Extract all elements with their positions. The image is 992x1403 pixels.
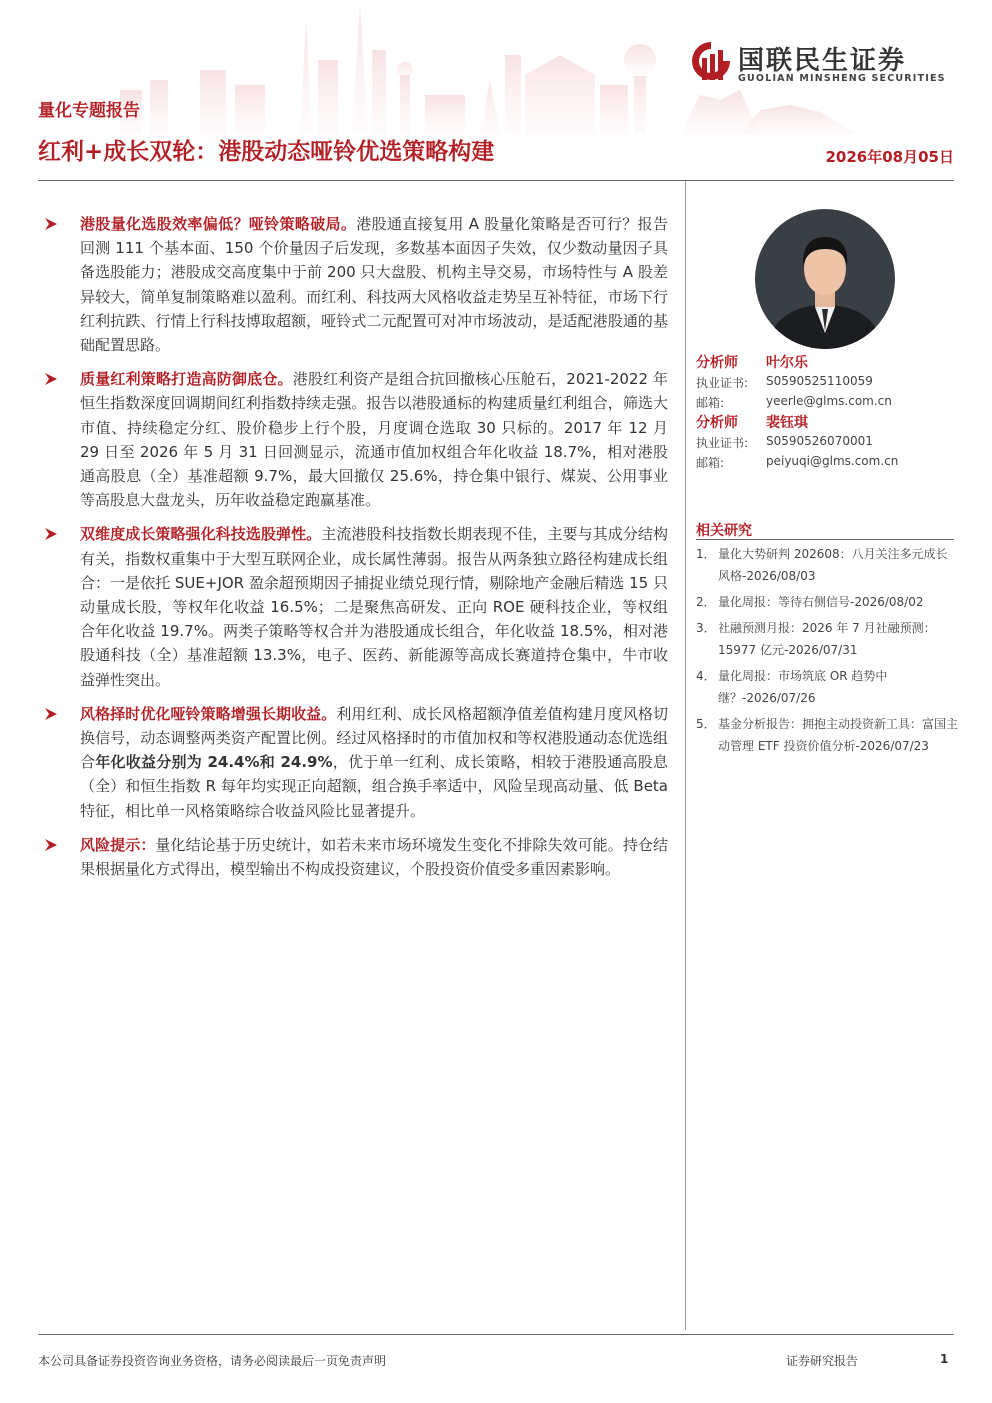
bullet-text: 港股通直接复用 A 股量化策略是否可行？报告回测 111 个基本面、150 个价量因子后发现，多数基本面因子失效，仅少数动量因子具备选股能力；港股成交高度集中于前 200 只大盘股、机构主导交易，市场特性与 A 股差异较大，简单复制策略难以盈利。而红利、科技两大风格收益走势呈互补特征，市场下行红利抗跌、行情上行科技博取超额，哑铃式二元配置可对冲市场波动，是适配港股通的基础配置思路。 (80, 215, 668, 355)
report-date: 2026年08月05日 (825, 148, 954, 166)
logo-text-cn: 国联民生证券 (738, 46, 907, 76)
related-item-number: 3． (696, 621, 716, 635)
cert-number: S0590526070001 (766, 434, 873, 448)
arrow-bullet-icon (44, 527, 58, 541)
related-research-title: 相关研究 (696, 523, 752, 539)
cert-number: S0590525110059 (766, 374, 873, 388)
logo-mark-icon (690, 40, 732, 82)
footer-divider (38, 1334, 954, 1335)
footer-disclaimer: 本公司具备证券投资咨询业务资格，请务必阅读最后一页免责声明 (38, 1354, 387, 1368)
report-title: 红利+成长双轮：港股动态哑铃优选策略构建 (38, 139, 495, 165)
cert-label: 执业证书: (696, 436, 749, 450)
email-label: 邮箱: (696, 396, 725, 410)
related-item-text: 量化周报：市场筑底 OR 趋势中继？-2026/07/26 (718, 669, 888, 705)
bullet-heading: 港股量化选股效率偏低？哑铃策略破局。 (80, 215, 357, 233)
bullet-heading: 风险提示： (80, 835, 156, 854)
analyst-email: peiyuqi@glms.com.cn (766, 454, 899, 468)
related-item-number: 5． (696, 717, 716, 731)
related-item[interactable] (696, 591, 958, 613)
related-item-text: 基金分析报告：拥抱主动投资新工具：富国主动管理 ETF 投资价值分析-2026/07/23 (718, 717, 959, 753)
related-item-number: 2． (696, 595, 716, 609)
logo-text-en: GUOLIAN MINSHENG SECURITIES (738, 73, 946, 84)
related-item[interactable] (696, 713, 958, 757)
bullet-heading: 双维度成长策略强化科技选股弹性。 (80, 525, 322, 544)
analyst-role: 分析师 (696, 355, 738, 371)
bullet-text: 港股红利资产是组合抗回撤核心压舱石，2021-2022 年恒生指数深度回调期间红利指数持续走强。报告以港股通标的构建质量红利组合，筛选大市值、持续稳定分红、股价稳步上行个股，月度调仓选取 30 只标的。2017 年 12 月 29 日至 2026 年 5 月 31 日回测显示，流通市值加权组合年化收益 18.7%，相对港股通高股息（全）基准超额 9.7%，最大回撤仅 25.6%，持仓集中银行、煤炭、公用事业等高股息大盘龙头，历年收益稳定跑赢基准。 (80, 370, 668, 510)
arrow-bullet-icon (44, 372, 58, 386)
footer-report-type: 证券研究报告 (786, 1354, 859, 1368)
cert-label: 执业证书: (696, 376, 749, 390)
related-item-text: 社融预测月报：2026 年 7 月社融预测：15977 亿元-2026/07/31 (718, 621, 936, 657)
summary-bullet (44, 522, 668, 691)
email-label: 邮箱: (696, 456, 725, 470)
analyst-photo (755, 209, 895, 349)
report-type: 量化专题报告 (38, 101, 140, 121)
summary-bullet (44, 212, 668, 357)
bullet-heading: 质量红利策略打造高防御底仓。 (80, 370, 293, 389)
related-research-list (696, 543, 958, 761)
arrow-bullet-icon (44, 217, 58, 231)
arrow-bullet-icon (44, 838, 58, 852)
analyst-email: yeerle@glms.com.cn (766, 394, 892, 408)
summary-bullet (44, 367, 668, 512)
related-item[interactable] (696, 665, 958, 709)
company-logo (690, 40, 960, 90)
bullet-heading: 风格择时优化哑铃策略增强长期收益。 (80, 704, 337, 723)
header-divider (38, 180, 954, 181)
analyst-card (696, 412, 946, 472)
analyst-card (696, 352, 946, 412)
summary-section (44, 212, 668, 891)
summary-bullet (44, 702, 668, 823)
related-item-number: 1． (696, 547, 716, 561)
arrow-bullet-icon (44, 707, 58, 721)
related-item-text: 量化周报：等待右侧信号-2026/08/02 (718, 595, 924, 609)
analyst-role: 分析师 (696, 415, 738, 431)
related-item[interactable] (696, 617, 958, 661)
analyst-name: 叶尔乐 (766, 355, 808, 371)
related-item[interactable] (696, 543, 958, 587)
related-item-text: 量化大势研判 202608：八月关注多元成长风格-2026/08/03 (718, 547, 948, 583)
analyst-name: 裴钰琪 (766, 415, 808, 431)
bullet-text: 利用红利、成长风格超额净值差值构建月度风格切换信号，动态调整两类资产配置比例。经过风格择时的市值加权和等权港股通动态优选组合 (80, 704, 668, 772)
page-number: 1 (940, 1352, 949, 1366)
column-divider (685, 181, 686, 1330)
related-item-number: 4． (696, 669, 716, 683)
bullet-text: 量化结论基于历史统计，如若未来市场环境发生变化不排除失效可能。持仓结果根据量化方式得出，模型输出不构成投资建议，个股投资价值受多重因素影响。 (80, 835, 668, 879)
bullet-emphasis: 年化收益分别为 24.4%和 24.9% (95, 753, 333, 772)
bullet-text: 主流港股科技指数长期表现不佳，主要与其成分结构有关，指数权重集中于大型互联网企业，成长属性薄弱。报告从两条独立路径构建成长组合：一是依托 SUE+JOR 盈余超预期因子捕捉业绩兑现行情，剔除地产金融后精选 15 只动量成长股，等权年化收益 16.5%；二是聚焦高研发、正向 ROE 硬科技企业，等权组合年化收益 19.7%。两类子策略等权合并为港股通成长组合，年化收益 18.5%，相对港股通科技（全）基准超额 13.3%，电子、医药、新能源等高成长赛道持仓集中，牛市收益弹性突出。 (80, 525, 668, 689)
bullet-text: ，优于单一红利、成长策略，相较于港股通高股息（全）和恒生指数 R 每年均实现正向超额，组合换手率适中，风险呈现高动量、低 Beta 特征，相比单一风格策略综合收益风险比显著提升。 (80, 753, 668, 820)
related-divider (696, 539, 954, 540)
risk-warning-bullet (44, 833, 668, 881)
